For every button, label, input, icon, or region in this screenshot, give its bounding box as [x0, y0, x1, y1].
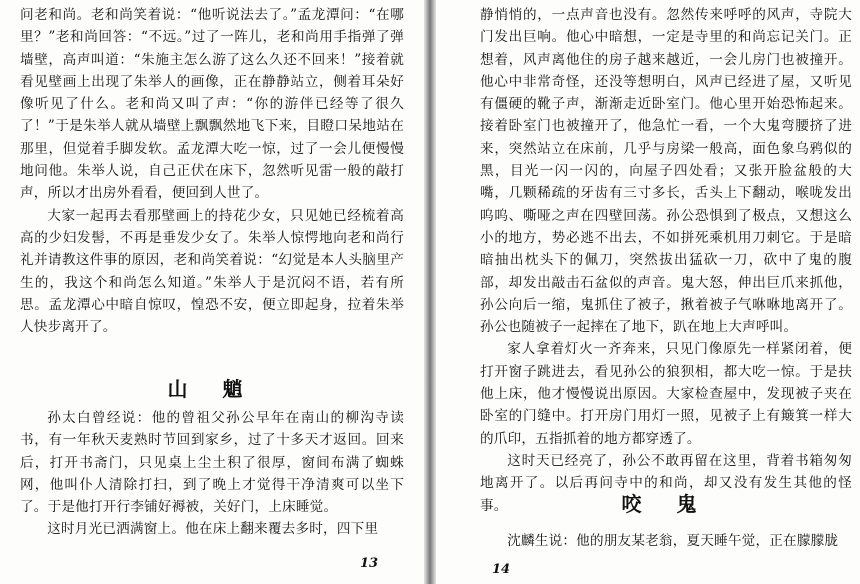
chapter-heading-shanxiao: 山 魈	[167, 377, 257, 401]
left-page-text-top	[20, 4, 404, 338]
left-page	[0, 0, 424, 584]
paragraph: 这时天已经亮了，孙公不敢再留在这里，背着书箱匆匆地离开了。以后再问寺中的和尚，却又没有发生其他的怪事。	[480, 452, 852, 514]
book-gutter	[424, 0, 436, 584]
paragraph: 静悄悄的，一点声音也没有。忽然传来呼呼的风声，寺院大门发出巨响。他心中暗想，一定是寺里的和尚忘记关门。正想着，风声离他住的房子越来越近，一会儿房门也被撞开。他心中非常奇怪，还没等想明白，风声已经进了屋，又听见有僵硬的靴子声，渐渐走近卧室门。他心里开始恐怖起来。接着卧室门也被撞开了，他急忙一看，一个大鬼弯腰挤了进来，突然站立在床前，几乎与房梁一般高，面色象乌鸦似的黑，目光一闪一闪的，向屋子四处看；又张开脸盆般的大嘴，几颗稀疏的牙齿有三寸多长，舌头上下翻动，喉咙发出呜呜、嘶哑之声在四壁回荡。孙公恐惧到了极点，又想这么小的地方，势必逃不出去，不如拼死乘机用刀刺它。于是暗暗抽出枕头下的佩刀，突然拔出猛砍一刀，砍中了鬼的腹部，却发出敲击石盆似的声音。鬼大怒，伸出巨爪来抓他，孙公向后一缩，鬼抓住了被子，揪着被子气咻咻地离开了。孙公也随被子一起摔在了地下，趴在地上大声呼叫。	[480, 7, 852, 336]
paragraph: 这时月光已洒满窗上。他在床上翻来覆去多时，四下里	[47, 521, 379, 538]
chapter-heading-yaogui: 咬 鬼	[621, 492, 711, 516]
right-page-text-bottom	[480, 530, 852, 552]
right-page	[436, 0, 860, 584]
paragraph: 沈麟生说：他的朋友某老翁，夏天睡午觉，正在朦朦胧	[507, 533, 839, 549]
left-page-text-bottom	[20, 407, 404, 541]
paragraph: 问老和尚。老和尚笑着说：“他听说法去了。”孟龙潭问：“在哪里？”老和尚回答：“不远。”过了一阵儿，老和尚用手指弹了弹墙壁，高声叫道：“朱施主怎么游了这么久还不回来！”接着就看见壁画上出现了朱举人的画像，正在静静站立，侧着耳朵好像听见了什么。老和尚又叫了声：“你的游伴已经等了很久了！”于是朱举人就从墙壁上飘飘然地飞下来，目瞪口呆地站在那里，但觉着手脚发软。孟龙潭大吃一惊，过了一会儿便慢慢地问他。朱举人说，自己正伏在床下，忽然听见雷一般的敲打声，所以才出房外看看，便回到人世了。	[20, 7, 404, 202]
page-number-left: 13	[360, 556, 379, 571]
page-number-right: 14	[492, 562, 511, 577]
paragraph: 家人拿着灯火一齐奔来，只见门像原先一样紧闭着，便打开窗子跳进去，看见孙公的狼狈相，都大吃一惊。于是扶他上床，他才慢慢说出原因。大家检查屋中，发现被子夹在卧室的门缝中。打开房门用灯一照，见被子上有簸箕一样大的爪印，五指抓着的地方都穿透了。	[480, 341, 852, 447]
right-page-text-top	[480, 4, 852, 517]
paragraph: 大家一起再去看那壁画上的持花少女，只见她已经梳着高高的少妇发髻，不再是垂发少女了。朱举人惊愕地向老和尚行礼并请教这件事的原因，老和尚笑着说：“幻觉是本人头脑里产生的，我这个和尚怎么知道。”朱举人于是沉闷不语，若有所思。孟龙潭心中暗自惊叹，惶恐不安，便立即起身，拉着朱举人快步离开了。	[20, 207, 404, 336]
paragraph: 孙太白曾经说：他的曾祖父孙公早年在南山的柳沟寺读书，有一年秋天麦熟时节回到家乡，过了十多天才返回。回来后，打开书斋门，只见桌上尘土积了很厚，窗间布满了蜘蛛网，他叫仆人清除打扫，到了晚上才觉得干净清爽可以坐下了。于是他打开行李铺好褥被，关好门，上床睡觉。	[20, 410, 404, 516]
